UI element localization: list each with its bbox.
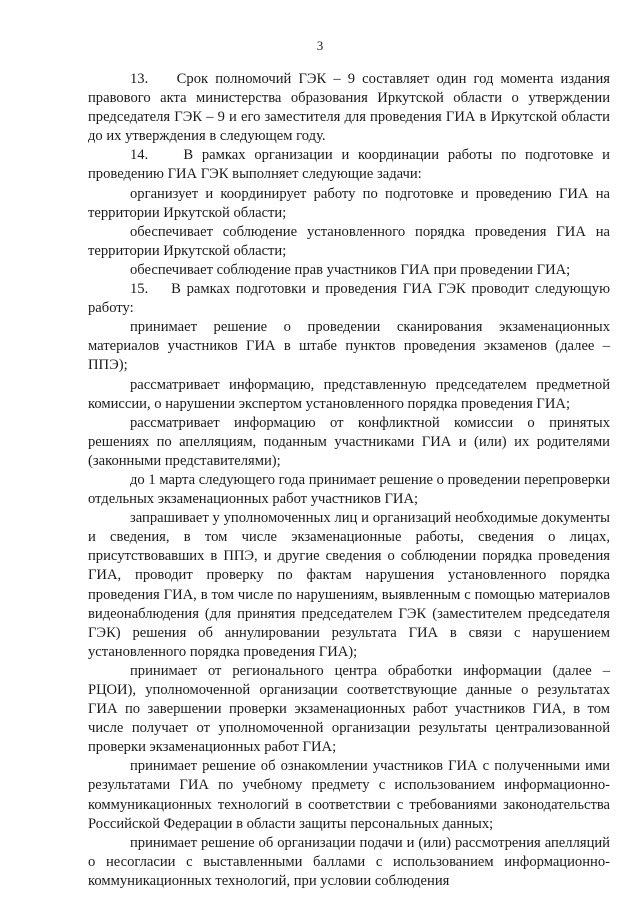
list-item: обеспечивает соблюдение прав участников ГИА при проведении ГИА; xyxy=(130,261,571,278)
paragraph-13: 13. Срок полномочий ГЭК – 9 составляет один год момента издания правового акта министерства образования Иркутской области о утверждении председателя ГЭК – 9 и его заместителя для проведения ГИА в Иркутской области до их утверждения в следующем году. xyxy=(88,71,610,145)
list-item: до 1 марта следующего года принимает решение о проведении перепроверки отдельных экзаменационных работ участников ГИА; xyxy=(88,471,610,508)
list-item: принимает решение об организации подачи и (или) рассмотрения апелляций о несогласии с выставленными баллами с использованием информационно-коммуникационных технологий, при условии соблюдения xyxy=(88,834,610,889)
list-item: запрашивает у уполномоченных лиц и организаций необходимые документы и сведения, в том числе экзаменационные работы, сведения о лицах, присутствовавших в ППЭ, и другие сведения о соблюдении порядка проведения ГИА, проводит проверку по фактам нарушения установленного порядка проведения ГИА, в том числе по нарушениям, выявленным с помощью материалов видеонаблюдения (для принятия председателем ГЭК (заместителем председателя ГЭК) решения об аннулировании результата ГИА в связи с нарушением установленного порядка проведения ГИА); xyxy=(88,510,610,660)
list-item: принимает решение о проведении сканирования экзаменационных материалов участников ГИА в штабе пунктов проведения экзаменов (далее – ППЭ); xyxy=(88,319,610,374)
paragraph-15: 15. В рамках подготовки и проведения ГИА ГЭК проводит следующую работу: xyxy=(88,281,610,317)
paragraph-14: 14. В рамках организации и координации работы по подготовке и проведению ГИА ГЭК выполняет следующие задачи: xyxy=(88,147,610,183)
document-body xyxy=(88,70,610,891)
list-item: обеспечивает соблюдение установленного порядка проведения ГИА на территории Иркутской области; xyxy=(88,223,610,259)
list-item: рассматривает информацию от конфликтной комиссии о принятых решениях по апелляциям, поданным участниками ГИА и (или) их родителями (законными представителями); xyxy=(88,414,610,469)
list-item: принимает решение об ознакомлении участников ГИА с полученными ими результатами ГИА по учебному предмету с использованием информационно-коммуникационных технологий в соответствии с требованиями законодательства Российской Федерации в области защиты персональных данных; xyxy=(88,758,610,832)
list-item: рассматривает информацию, представленную председателем предметной комиссии, о нарушении экспертом установленного порядка проведения ГИА; xyxy=(88,376,610,412)
list-item: принимает от регионального центра обработки информации (далее – РЦОИ), уполномоченной организации соответствующие данные о результатах ГИА по завершении проверки экзаменационных работ участников ГИА, в том числе получает от уполномоченной организации результаты централизованной проверки экзаменационных работ ГИА; xyxy=(88,662,610,756)
list-item: организует и координирует работу по подготовке и проведению ГИА на территории Иркутской области; xyxy=(88,185,610,221)
page-number: 3 xyxy=(316,38,324,53)
